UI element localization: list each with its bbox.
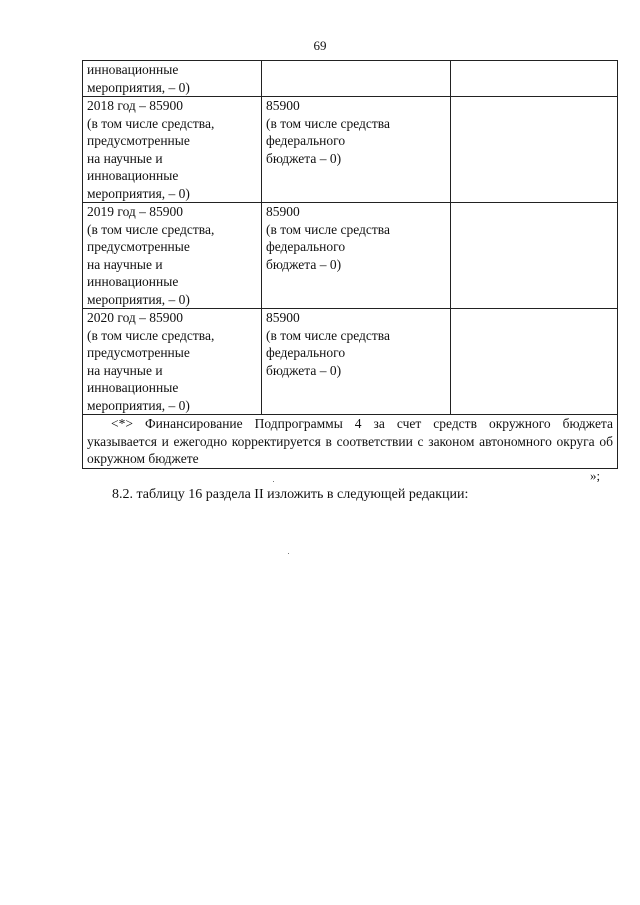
cell-line: бюджета – 0) [266, 362, 342, 378]
table-cell-2 [262, 203, 451, 309]
cell-line: инновационные [87, 62, 179, 77]
cell-line: на научные и [87, 362, 163, 378]
cell-line: 85900 [266, 204, 300, 219]
cell-line: инновационные [87, 380, 179, 395]
cell-line: мероприятия, – 0) [87, 291, 190, 307]
cell-line: 2018 год – 85900 [87, 98, 184, 113]
financing-table-body [83, 61, 618, 415]
table-cell-3 [451, 309, 618, 415]
cell-line: (в том числе средства, [87, 221, 215, 237]
cell-line: (в том числе средства [266, 115, 390, 131]
cell-line: 2020 год – 85900 [87, 310, 184, 325]
footnote-text: <*> Финансирование Подпрограммы 4 за счет средств окружного бюджета указывается и ежегодно корректируется в соответствии с законом автономного округа об окружном бюджете [87, 416, 613, 466]
amendment-instruction: 8.2. таблицу 16 раздела II изложить в следующей редакции: [112, 487, 469, 502]
cell-line: мероприятия, – 0) [87, 185, 190, 201]
footnote-cell [83, 415, 618, 469]
cell-line: на научные и [87, 256, 163, 272]
table-cell-1 [83, 97, 262, 203]
table-cell-2 [262, 97, 451, 203]
cell-line: на научные и [87, 150, 163, 166]
cell-line: (в том числе средства, [87, 327, 215, 343]
cell-line: бюджета – 0) [266, 256, 342, 272]
table-cell-2 [262, 61, 451, 97]
cell-line: 85900 [266, 310, 300, 325]
cell-line: федерального [266, 345, 346, 360]
cell-line: инновационные [87, 168, 179, 183]
table-cell-3 [451, 203, 618, 309]
cell-line: (в том числе средства, [87, 115, 215, 131]
closing-quote-mark: »; [590, 468, 601, 483]
cell-line: инновационные [87, 274, 179, 289]
table-cell-3 [451, 61, 618, 97]
scan-speck [288, 553, 289, 554]
cell-line: предусмотренные [87, 345, 190, 360]
table-row [83, 309, 618, 415]
table-cell-1 [83, 203, 262, 309]
cell-line: 2019 год – 85900 [87, 204, 184, 219]
table-cell-2 [262, 309, 451, 415]
page-number: 69 [313, 38, 327, 53]
table-row [83, 61, 618, 97]
cell-line: предусмотренные [87, 133, 190, 148]
table-row [83, 97, 618, 203]
cell-line: 85900 [266, 98, 300, 113]
cell-line: федерального [266, 239, 346, 254]
table-cell-1 [83, 309, 262, 415]
scan-speck [273, 481, 274, 482]
table-row [83, 203, 618, 309]
cell-line: (в том числе средства [266, 327, 390, 343]
table-cell-3 [451, 97, 618, 203]
cell-line: федерального [266, 133, 346, 148]
table-cell-1 [83, 61, 262, 97]
cell-line: (в том числе средства [266, 221, 390, 237]
cell-line: мероприятия, – 0) [87, 397, 190, 413]
cell-line: мероприятия, – 0) [87, 79, 190, 95]
financing-table [82, 60, 618, 469]
cell-line: предусмотренные [87, 239, 190, 254]
cell-line: бюджета – 0) [266, 150, 342, 166]
footnote-row [83, 415, 618, 469]
